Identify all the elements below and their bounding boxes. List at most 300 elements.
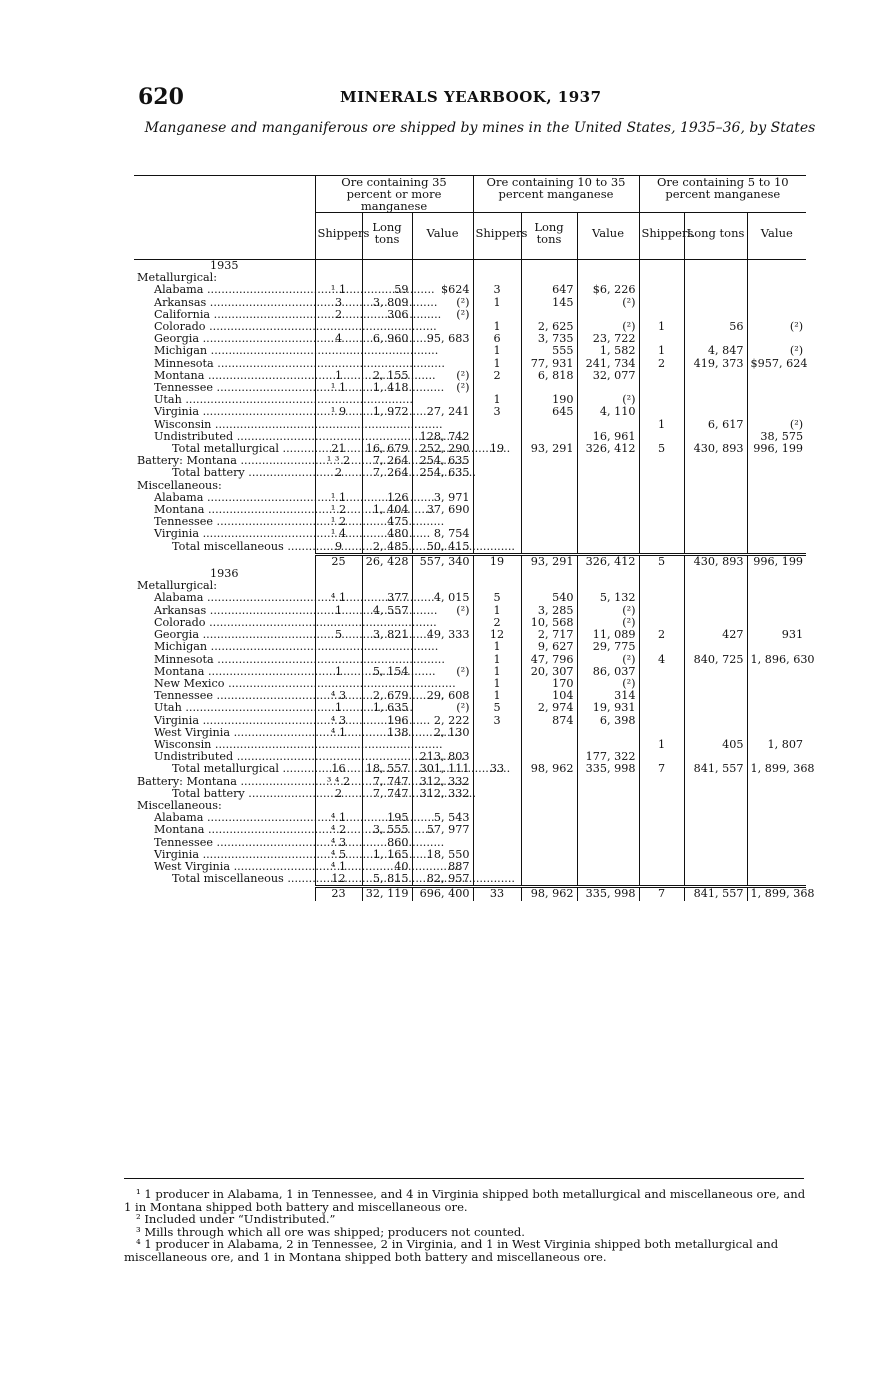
value-cell <box>521 727 577 739</box>
value-cell: 4, 557 <box>362 605 412 617</box>
row-label-text: Tennessee <box>154 381 213 395</box>
value-cell <box>577 873 639 887</box>
running-head: MINERALS YEARBOOK, 1937 <box>340 88 602 106</box>
value-cell <box>684 370 747 382</box>
value-cell <box>684 467 747 479</box>
value-cell <box>521 419 577 431</box>
value-cell <box>747 394 806 406</box>
total-row <box>134 467 806 479</box>
value-cell: 645 <box>521 406 577 418</box>
row-label-text: Virginia <box>154 847 200 861</box>
value-cell: ³ ⁴ 2 <box>315 776 362 788</box>
value-cell <box>639 394 684 406</box>
row-label-text: Wisconsin <box>154 737 212 751</box>
group-header: Ore containing 35 percent or more manganese <box>315 176 473 213</box>
value-cell: 40 <box>362 861 412 873</box>
value-cell <box>473 467 521 479</box>
value-cell <box>639 776 684 788</box>
shipments-table <box>134 175 815 901</box>
value-cell <box>684 592 747 604</box>
value-cell: 145 <box>521 297 577 309</box>
total-row <box>134 873 806 887</box>
value-cell: 18, 550 <box>412 849 473 861</box>
value-cell: 6 <box>473 333 521 345</box>
value-cell <box>639 492 684 504</box>
value-cell: 2 <box>315 467 362 479</box>
value-cell: 405 <box>684 739 747 751</box>
empty-cell <box>684 568 747 580</box>
value-cell <box>747 788 806 800</box>
value-cell <box>521 849 577 861</box>
value-cell <box>521 800 577 812</box>
value-cell: 1, 404 <box>362 504 412 516</box>
value-cell <box>577 788 639 800</box>
value-cell: 841, 557 <box>684 887 747 901</box>
empty-cell <box>521 568 577 580</box>
value-cell: 59 <box>362 284 412 296</box>
empty-cell <box>473 260 521 273</box>
value-cell: ⁴ 3 <box>315 837 362 849</box>
value-cell: ⁴ 3 <box>315 715 362 727</box>
value-cell <box>639 580 684 592</box>
row-label-text: Tennessee <box>154 515 213 529</box>
value-cell: 996, 199 <box>747 554 806 568</box>
table-row <box>134 824 806 836</box>
empty-cell <box>412 568 473 580</box>
value-cell <box>639 541 684 555</box>
value-cell: 7, 264 <box>362 455 412 467</box>
row-label-text: Colorado <box>154 320 206 334</box>
table-row <box>134 297 806 309</box>
value-cell <box>577 541 639 555</box>
value-cell: 840, 725 <box>684 654 747 666</box>
value-cell: 1 <box>315 666 362 678</box>
value-cell <box>639 480 684 492</box>
value-cell <box>684 715 747 727</box>
value-cell: 16, 961 <box>577 431 639 443</box>
row-label-text: Michigan <box>154 640 208 654</box>
table-row <box>134 654 806 666</box>
value-cell: 3, 821 <box>362 629 412 641</box>
value-cell: 419, 373 <box>684 358 747 370</box>
row-label-text: Alabama <box>154 490 204 504</box>
value-cell <box>747 528 806 540</box>
value-cell: 1 <box>639 419 684 431</box>
value-cell: 29, 775 <box>577 641 639 653</box>
value-cell: 32, 119 <box>362 887 412 901</box>
value-cell <box>747 272 806 284</box>
value-cell: 254, 635 <box>412 467 473 479</box>
value-cell: (²) <box>412 309 473 321</box>
value-cell: 16 <box>315 763 362 775</box>
value-cell <box>521 516 577 528</box>
value-cell <box>639 666 684 678</box>
value-cell: 312, 332 <box>412 788 473 800</box>
value-cell <box>521 837 577 849</box>
value-cell <box>473 849 521 861</box>
value-cell: 4, 110 <box>577 406 639 418</box>
value-cell: (²) <box>412 370 473 382</box>
value-cell <box>639 284 684 296</box>
value-cell: 1 <box>473 654 521 666</box>
value-cell: 7, 747 <box>362 776 412 788</box>
value-cell: 138 <box>362 727 412 739</box>
value-cell: 1, 418 <box>362 382 412 394</box>
value-cell: 1, 165 <box>362 849 412 861</box>
value-cell: 12 <box>315 873 362 887</box>
value-cell <box>747 480 806 492</box>
value-cell: 326, 412 <box>577 554 639 568</box>
table-body <box>134 259 815 901</box>
value-cell <box>747 297 806 309</box>
value-cell <box>577 492 639 504</box>
value-cell <box>639 528 684 540</box>
value-cell <box>577 528 639 540</box>
value-cell: 1 <box>639 739 684 751</box>
value-cell <box>521 492 577 504</box>
value-cell: ¹ 1 <box>315 492 362 504</box>
table-row <box>134 715 806 727</box>
value-cell: ¹ 1 <box>315 382 362 394</box>
value-cell <box>684 788 747 800</box>
empty-cell <box>577 568 639 580</box>
value-cell <box>639 605 684 617</box>
value-cell: 696, 400 <box>412 887 473 901</box>
value-cell: 47, 796 <box>521 654 577 666</box>
value-cell: $957, 624 <box>747 358 806 370</box>
value-cell: 21 <box>315 443 362 455</box>
value-cell: $6, 226 <box>577 284 639 296</box>
value-cell: 2, 222 <box>412 715 473 727</box>
col-header: Long tons <box>684 213 747 260</box>
value-cell: 931 <box>747 629 806 641</box>
value-cell: 555 <box>521 345 577 357</box>
row-label-text: Battery: Montana <box>137 774 237 788</box>
value-cell: 50, 415 <box>412 541 473 555</box>
value-cell <box>684 528 747 540</box>
value-cell: ⁴ 1 <box>315 812 362 824</box>
value-cell: 430, 893 <box>684 443 747 455</box>
value-cell: 2 <box>315 309 362 321</box>
value-cell: 86, 037 <box>577 666 639 678</box>
total-row <box>134 788 806 800</box>
value-cell: 32, 077 <box>577 370 639 382</box>
value-cell <box>684 394 747 406</box>
value-cell: 19, 931 <box>577 702 639 714</box>
value-cell: 9, 627 <box>521 641 577 653</box>
value-cell <box>747 666 806 678</box>
value-cell: 5, 154 <box>362 666 412 678</box>
value-cell: 6, 960 <box>362 333 412 345</box>
value-cell: 254, 635 <box>412 455 473 467</box>
empty-cell <box>473 568 521 580</box>
value-cell: 3, 735 <box>521 333 577 345</box>
value-cell: (²) <box>577 297 639 309</box>
row-label-text: Virginia <box>154 527 200 541</box>
value-cell <box>684 541 747 555</box>
value-cell: 7 <box>639 887 684 901</box>
value-cell <box>521 788 577 800</box>
value-cell: 1, 582 <box>577 345 639 357</box>
value-cell: 3, 809 <box>362 297 412 309</box>
value-cell: (²) <box>577 617 639 629</box>
value-cell: 2, 679 <box>362 690 412 702</box>
value-cell: 1 <box>473 690 521 702</box>
empty-cell <box>362 568 412 580</box>
row-label-text: Total battery <box>172 786 245 800</box>
value-cell: 128, 742 <box>412 431 473 443</box>
value-cell <box>747 837 806 849</box>
col-header: Value <box>747 213 806 260</box>
footnote: ³ Mills through which all ore was shipped; producers not counted. <box>136 1224 525 1239</box>
value-cell: 1 <box>473 321 521 333</box>
value-cell <box>521 504 577 516</box>
value-cell <box>473 788 521 800</box>
col-header: Long tons <box>362 213 412 260</box>
value-cell: 190 <box>521 394 577 406</box>
value-cell <box>577 837 639 849</box>
value-cell <box>684 605 747 617</box>
row-label-text: Georgia <box>154 332 200 346</box>
value-cell: 1 <box>473 394 521 406</box>
value-cell <box>639 382 684 394</box>
value-cell <box>577 467 639 479</box>
value-cell <box>473 480 521 492</box>
value-cell: ⁴ 1 <box>315 861 362 873</box>
row-label-text: Metallurgical: <box>137 271 217 285</box>
value-cell: 1, 807 <box>747 739 806 751</box>
value-cell <box>473 516 521 528</box>
value-cell <box>521 812 577 824</box>
value-cell <box>747 873 806 887</box>
value-cell <box>639 800 684 812</box>
value-cell <box>684 382 747 394</box>
value-cell: 2 <box>639 629 684 641</box>
value-cell: ⁴ 1 <box>315 592 362 604</box>
value-cell <box>747 467 806 479</box>
row-label-text: Montana <box>154 503 205 517</box>
value-cell <box>577 849 639 861</box>
col-header: Value <box>577 213 639 260</box>
row-label-text: Alabama <box>154 591 204 605</box>
grand-total-row <box>134 887 806 901</box>
value-cell <box>639 406 684 418</box>
empty-cell <box>362 260 412 273</box>
value-cell: 241, 734 <box>577 358 639 370</box>
row-label-text: Virginia <box>154 405 200 419</box>
value-cell <box>747 812 806 824</box>
value-cell: ⁴ 3 <box>315 690 362 702</box>
row-label-text: West Virginia <box>154 859 231 873</box>
value-cell: 1 <box>473 605 521 617</box>
value-cell <box>639 516 684 528</box>
value-cell <box>639 678 684 690</box>
value-cell <box>684 504 747 516</box>
value-cell: 6, 398 <box>577 715 639 727</box>
year-label: 1935 <box>210 259 239 272</box>
value-cell: 2, 625 <box>521 321 577 333</box>
value-cell: 29, 608 <box>412 690 473 702</box>
value-cell <box>684 641 747 653</box>
value-cell <box>473 776 521 788</box>
value-cell <box>747 504 806 516</box>
value-cell <box>747 605 806 617</box>
value-cell: 312, 332 <box>412 776 473 788</box>
value-cell <box>639 702 684 714</box>
row-label-text: West Virginia <box>154 725 231 739</box>
value-cell <box>473 419 521 431</box>
empty-cell <box>315 568 362 580</box>
table-row <box>134 837 806 849</box>
value-cell: 2, 717 <box>521 629 577 641</box>
row-label-text: Georgia <box>154 628 200 642</box>
value-cell <box>577 861 639 873</box>
value-cell <box>684 455 747 467</box>
value-cell: 7, 264 <box>362 467 412 479</box>
empty-cell <box>412 260 473 273</box>
value-cell: 1 <box>473 297 521 309</box>
value-cell <box>639 504 684 516</box>
value-cell: ¹ 4 <box>315 528 362 540</box>
value-cell <box>684 492 747 504</box>
row-label-text: Metallurgical: <box>137 579 217 593</box>
value-cell: 5 <box>639 554 684 568</box>
value-cell: 27, 241 <box>412 406 473 418</box>
value-cell <box>639 467 684 479</box>
value-cell <box>639 641 684 653</box>
value-cell: 10, 568 <box>521 617 577 629</box>
value-cell <box>684 800 747 812</box>
value-cell: 1 <box>639 345 684 357</box>
value-cell: 475 <box>362 516 412 528</box>
group-header: Ore containing 10 to 35 percent manganese <box>473 176 639 213</box>
value-cell: 874 <box>521 715 577 727</box>
value-cell: 1 <box>473 666 521 678</box>
value-cell <box>747 592 806 604</box>
empty-cell <box>315 260 362 273</box>
value-cell: 3, 971 <box>412 492 473 504</box>
value-cell <box>639 849 684 861</box>
stub-header <box>134 176 315 260</box>
value-cell: 8, 754 <box>412 528 473 540</box>
grand-total-row <box>134 554 806 568</box>
value-cell <box>639 812 684 824</box>
value-cell: 2, 130 <box>412 727 473 739</box>
row-label-text: Total metallurgical <box>172 442 279 456</box>
value-cell <box>747 641 806 653</box>
value-cell: 2 <box>473 617 521 629</box>
value-cell <box>577 504 639 516</box>
value-cell <box>747 406 806 418</box>
value-cell: 11, 089 <box>577 629 639 641</box>
value-cell: ⁴ 2 <box>315 824 362 836</box>
value-cell <box>684 666 747 678</box>
value-cell: 77, 931 <box>521 358 577 370</box>
value-cell: 1 <box>315 605 362 617</box>
row-label-text: Undistributed <box>154 429 234 443</box>
col-header: Shippers <box>473 213 521 260</box>
row-label-text: Virginia <box>154 713 200 727</box>
year-row <box>134 568 806 580</box>
value-cell <box>577 455 639 467</box>
value-cell: 326, 412 <box>577 443 639 455</box>
row-label-text: Wisconsin <box>154 417 212 431</box>
value-cell: 5 <box>473 702 521 714</box>
table-row <box>134 406 806 418</box>
value-cell <box>521 739 577 751</box>
empty-cell <box>747 568 806 580</box>
value-cell <box>639 837 684 849</box>
value-cell <box>747 284 806 296</box>
value-cell <box>473 739 521 751</box>
value-cell: 19 <box>473 554 521 568</box>
value-cell <box>747 776 806 788</box>
footnote: ⁴ 1 producer in Alabama, 2 in Tennessee, 2 in Virginia, and 1 in West Virginia shipped both metallurgical and miscellaneous ore, and 1 in Montana shipped both battery and miscellaneous ore. <box>124 1237 779 1264</box>
value-cell: (²) <box>747 419 806 431</box>
row-label-text: New Mexico <box>154 676 225 690</box>
value-cell <box>577 800 639 812</box>
value-cell: (²) <box>412 605 473 617</box>
value-cell: 996, 199 <box>747 443 806 455</box>
row-label-text: Michigan <box>154 344 208 358</box>
value-cell: 2, 155 <box>362 370 412 382</box>
footnote-rule <box>124 1178 804 1179</box>
value-cell <box>747 370 806 382</box>
value-cell: (²) <box>412 297 473 309</box>
value-cell: (²) <box>747 345 806 357</box>
value-cell: 126 <box>362 492 412 504</box>
value-cell <box>684 873 747 887</box>
year-row <box>134 260 806 273</box>
value-cell: 33 <box>473 887 521 901</box>
value-cell <box>639 592 684 604</box>
value-cell: 93, 291 <box>521 554 577 568</box>
value-cell: 1, 635 <box>362 702 412 714</box>
value-cell <box>577 812 639 824</box>
value-cell: 170 <box>521 678 577 690</box>
value-cell: 335, 998 <box>577 763 639 775</box>
col-header: Shippers <box>639 213 684 260</box>
value-cell: 841, 557 <box>684 763 747 775</box>
value-cell: (²) <box>577 321 639 333</box>
col-header: Long tons <box>521 213 577 260</box>
value-cell <box>639 715 684 727</box>
empty-cell <box>521 260 577 273</box>
value-cell: 98, 962 <box>521 887 577 901</box>
value-cell: 23 <box>315 887 362 901</box>
value-cell <box>521 776 577 788</box>
value-cell: 430, 893 <box>684 554 747 568</box>
value-cell <box>521 873 577 887</box>
value-cell: 1, 972 <box>362 406 412 418</box>
row-label-text: Minnesota <box>154 652 214 666</box>
value-cell: 860 <box>362 837 412 849</box>
value-cell: 26, 428 <box>362 554 412 568</box>
value-cell: 887 <box>412 861 473 873</box>
value-cell <box>639 788 684 800</box>
value-cell: 4, 847 <box>684 345 747 357</box>
value-cell: 33 <box>473 763 521 775</box>
value-cell <box>577 727 639 739</box>
value-cell: 98, 962 <box>521 763 577 775</box>
value-cell: 7, 747 <box>362 788 412 800</box>
value-cell <box>473 800 521 812</box>
value-cell <box>747 516 806 528</box>
table-row <box>134 702 806 714</box>
value-cell <box>747 849 806 861</box>
value-cell: (²) <box>577 605 639 617</box>
value-cell: 557, 340 <box>412 554 473 568</box>
